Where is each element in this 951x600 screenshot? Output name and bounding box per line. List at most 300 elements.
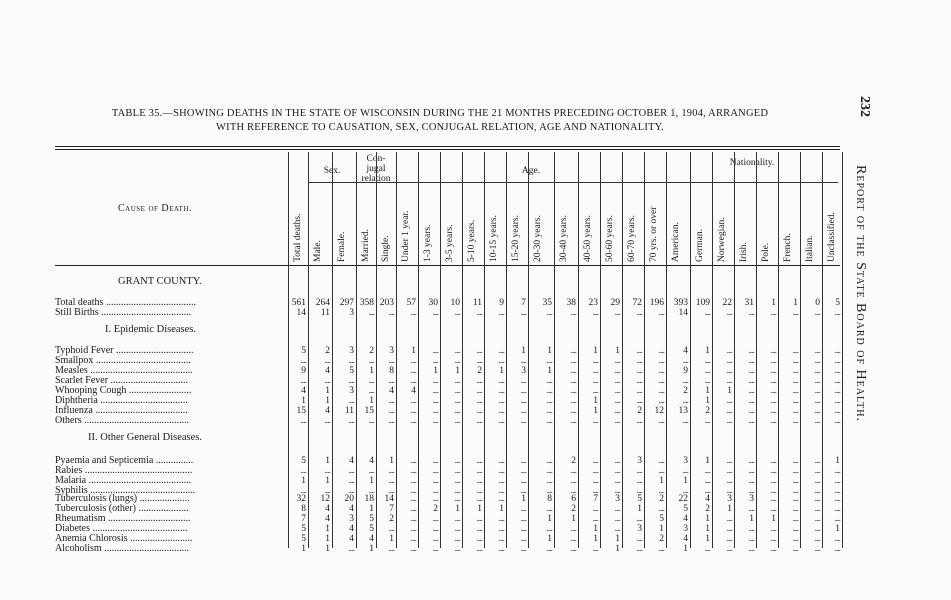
- table-cell: ....: [520, 386, 526, 396]
- table-cell: ....: [770, 456, 776, 466]
- column-header: Norwegian.: [717, 217, 727, 262]
- table-cell: ....: [726, 308, 732, 318]
- table-cell: 4: [349, 524, 354, 534]
- table-cell: ....: [592, 504, 598, 514]
- table-cell: 4: [301, 386, 306, 396]
- table-cell: ....: [592, 416, 598, 426]
- table-cell: ....: [546, 406, 552, 416]
- table-cell: 1: [683, 476, 688, 486]
- table-cell: ....: [614, 524, 620, 534]
- row-label: Rabies ...........................................: [55, 466, 193, 476]
- table-cell: 1: [389, 456, 394, 466]
- table-cell: ....: [546, 504, 552, 514]
- table-cell: ....: [748, 366, 754, 376]
- table-cell: 12: [320, 494, 330, 504]
- table-cell: ....: [520, 514, 526, 524]
- table-cell: 38: [566, 298, 576, 308]
- table-cell: ....: [770, 416, 776, 426]
- table-cell: ....: [726, 396, 732, 406]
- table-cell: 3: [349, 308, 354, 318]
- table-cell: ....: [454, 534, 460, 544]
- table-cell: ....: [614, 416, 620, 426]
- table-cell: ....: [498, 494, 504, 504]
- table-cell: 5: [349, 366, 354, 376]
- table-cell: ....: [748, 524, 754, 534]
- table-cell: ....: [348, 476, 354, 486]
- table-cell: ....: [726, 476, 732, 486]
- county-heading: GRANT COUNTY.: [118, 276, 202, 287]
- table-cell: ....: [726, 486, 732, 496]
- table-cell: 1: [659, 476, 664, 486]
- table-cell: ....: [748, 346, 754, 356]
- table-cell: 57: [406, 298, 416, 308]
- table-cell: ....: [454, 494, 460, 504]
- table-cell: 1: [369, 544, 374, 554]
- table-cell: ....: [432, 456, 438, 466]
- table-cell: ....: [570, 346, 576, 356]
- table-cell: 31: [744, 298, 754, 308]
- table-cell: 1: [615, 346, 620, 356]
- table-cell: ....: [814, 406, 820, 416]
- table-cell: ....: [748, 356, 754, 366]
- table-cell: ....: [498, 486, 504, 496]
- table-cell: ....: [324, 356, 330, 366]
- table-cell: ....: [410, 416, 416, 426]
- running-head: Report of the State Board of Health.: [853, 165, 868, 422]
- table-cell: 4: [325, 504, 330, 514]
- table-title: [40, 107, 840, 135]
- table-cell: 13: [678, 406, 688, 416]
- table-cell: 1: [547, 366, 552, 376]
- table-cell: ....: [410, 514, 416, 524]
- table-cell: ....: [454, 386, 460, 396]
- table-cell: 1: [325, 476, 330, 486]
- table-cell: 9: [301, 366, 306, 376]
- table-cell: ....: [454, 396, 460, 406]
- table-cell: ....: [748, 406, 754, 416]
- row-label: Syphilis ..........................................: [55, 486, 196, 496]
- table-cell: ....: [410, 534, 416, 544]
- column-header: German.: [695, 229, 705, 262]
- table-cell: ....: [388, 466, 394, 476]
- table-cell: ....: [592, 544, 598, 554]
- table-cell: 1: [705, 524, 710, 534]
- row-label: Total deaths ....................................: [55, 298, 196, 308]
- table-cell: ....: [592, 486, 598, 496]
- row-label: Scarlet Fever ...............................: [55, 376, 189, 386]
- table-cell: 5: [835, 298, 840, 308]
- table-cell: ....: [792, 466, 798, 476]
- table-cell: ....: [410, 406, 416, 416]
- table-cell: ....: [546, 376, 552, 386]
- table-cell: ....: [770, 476, 776, 486]
- table-cell: 8: [301, 504, 306, 514]
- table-cell: 5: [301, 456, 306, 466]
- table-cell: ....: [348, 376, 354, 386]
- table-cell: ....: [546, 456, 552, 466]
- table-cell: ....: [476, 308, 482, 318]
- table-cell: 1: [705, 346, 710, 356]
- table-cell: ....: [592, 308, 598, 318]
- table-cell: ....: [592, 386, 598, 396]
- table-cell: ....: [834, 476, 840, 486]
- table-cell: 7: [389, 504, 394, 514]
- table-cell: ....: [520, 456, 526, 466]
- table-cell: ....: [748, 456, 754, 466]
- table-cell: ....: [726, 534, 732, 544]
- table-cell: ....: [792, 456, 798, 466]
- table-cell: 10: [450, 298, 460, 308]
- table-cell: 2: [571, 456, 576, 466]
- table-cell: ....: [300, 416, 306, 426]
- table-cell: ....: [704, 356, 710, 366]
- table-cell: ....: [682, 376, 688, 386]
- table-cell: ....: [410, 494, 416, 504]
- table-cell: 8: [389, 366, 394, 376]
- table-cell: 11: [472, 298, 482, 308]
- table-cell: ....: [770, 486, 776, 496]
- table-cell: ....: [520, 396, 526, 406]
- table-cell: ....: [324, 416, 330, 426]
- table-cell: ....: [770, 396, 776, 406]
- row-label: Alcoholism ..................................: [55, 544, 190, 554]
- table-cell: 5: [301, 346, 306, 356]
- table-cell: ....: [636, 346, 642, 356]
- table-cell: ....: [636, 356, 642, 366]
- table-cell: 3: [683, 456, 688, 466]
- table-cell: ....: [498, 308, 504, 318]
- table-cell: 3: [349, 514, 354, 524]
- table-cell: 1: [455, 504, 460, 514]
- table-cell: 2: [369, 346, 374, 356]
- table-cell: ....: [476, 386, 482, 396]
- table-cell: ....: [348, 544, 354, 554]
- table-cell: 15: [296, 406, 306, 416]
- table-cell: ....: [520, 534, 526, 544]
- table-cell: ....: [726, 466, 732, 476]
- column-header: Pole.: [761, 242, 771, 262]
- row-label: Tuberculosis (lungs) ....................: [55, 494, 190, 504]
- table-cell: 14: [296, 308, 306, 318]
- table-cell: 2: [683, 386, 688, 396]
- table-cell: 3: [683, 524, 688, 534]
- table-cell: 2: [659, 494, 664, 504]
- table-cell: ....: [770, 544, 776, 554]
- row-label: Anemia Chlorosis .........................: [55, 534, 193, 544]
- column-header: 50-60 years.: [605, 215, 615, 262]
- table-cell: ....: [814, 544, 820, 554]
- table-cell: ....: [770, 346, 776, 356]
- table-cell: ....: [726, 544, 732, 554]
- table-cell: ....: [498, 356, 504, 366]
- table-cell: ....: [658, 504, 664, 514]
- table-cell: ....: [546, 544, 552, 554]
- table-cell: ....: [748, 416, 754, 426]
- row-label: Pyaemia and Septicemia ...............: [55, 456, 194, 466]
- table-cell: ....: [748, 376, 754, 386]
- table-cell: 4: [369, 456, 374, 466]
- table-cell: ....: [814, 356, 820, 366]
- table-cell: ....: [636, 376, 642, 386]
- table-cell: ....: [614, 456, 620, 466]
- table-cell: 4: [349, 534, 354, 544]
- table-cell: 1: [325, 544, 330, 554]
- table-cell: ....: [704, 376, 710, 386]
- table-cell: ....: [592, 476, 598, 486]
- table-cell: ....: [770, 524, 776, 534]
- table-cell: 1: [705, 534, 710, 544]
- table-cell: ....: [770, 494, 776, 504]
- table-cell: 1: [477, 504, 482, 514]
- table-cell: ....: [636, 476, 642, 486]
- table-cell: ....: [498, 416, 504, 426]
- table-cell: ....: [834, 416, 840, 426]
- table-cell: ....: [410, 376, 416, 386]
- table-cell: ....: [498, 376, 504, 386]
- table-cell: 358: [359, 298, 374, 308]
- table-cell: ....: [614, 476, 620, 486]
- table-cell: ....: [570, 376, 576, 386]
- table-cell: ....: [410, 524, 416, 534]
- table-cell: 22: [678, 494, 688, 504]
- table-cell: ....: [704, 466, 710, 476]
- table-cell: 1: [835, 524, 840, 534]
- table-cell: 1: [455, 366, 460, 376]
- table-cell: ....: [432, 376, 438, 386]
- column-header: 30-40 years.: [559, 215, 569, 262]
- column-divider: [842, 152, 843, 548]
- table-cell: ....: [748, 466, 754, 476]
- table-cell: 3: [615, 494, 620, 504]
- table-cell: ....: [792, 476, 798, 486]
- table-cell: ....: [454, 486, 460, 496]
- table-cell: ....: [682, 486, 688, 496]
- table-cell: ....: [498, 534, 504, 544]
- table-cell: 1: [325, 456, 330, 466]
- table-cell: 1: [593, 534, 598, 544]
- table-cell: 1: [705, 514, 710, 524]
- table-cell: ....: [704, 416, 710, 426]
- table-cell: ....: [770, 406, 776, 416]
- table-cell: ....: [726, 406, 732, 416]
- column-header: 40-50 years.: [583, 215, 593, 262]
- table-cell: 1: [369, 504, 374, 514]
- table-cell: ....: [388, 396, 394, 406]
- table-cell: ....: [636, 416, 642, 426]
- table-cell: ....: [348, 416, 354, 426]
- table-cell: ....: [388, 476, 394, 486]
- table-cell: ....: [792, 366, 798, 376]
- column-header: 10-15 years.: [489, 215, 499, 262]
- table-cell: ....: [432, 416, 438, 426]
- table-cell: ....: [636, 514, 642, 524]
- table-cell: ....: [636, 466, 642, 476]
- table-cell: ....: [814, 386, 820, 396]
- table-cell: ....: [368, 308, 374, 318]
- table-cell: 1: [637, 504, 642, 514]
- table-cell: ....: [476, 544, 482, 554]
- table-cell: ....: [570, 416, 576, 426]
- column-header: 20-30 years.: [533, 215, 543, 262]
- table-cell: 22: [722, 298, 732, 308]
- table-cell: ....: [388, 356, 394, 366]
- table-cell: ....: [520, 416, 526, 426]
- table-cell: 1: [683, 544, 688, 554]
- table-cell: ....: [520, 376, 526, 386]
- table-cell: ....: [814, 456, 820, 466]
- table-cell: ....: [682, 356, 688, 366]
- table-cell: ....: [454, 544, 460, 554]
- table-cell: ....: [792, 356, 798, 366]
- table-cell: ....: [834, 486, 840, 496]
- table-cell: ....: [570, 366, 576, 376]
- table-cell: ....: [770, 466, 776, 476]
- table-cell: ....: [770, 308, 776, 318]
- table-cell: ....: [570, 406, 576, 416]
- table-cell: ....: [498, 406, 504, 416]
- table-cell: 1: [325, 534, 330, 544]
- table-cell: 5: [369, 514, 374, 524]
- table-cell: ....: [520, 466, 526, 476]
- table-cell: 1: [571, 514, 576, 524]
- table-cell: 2: [477, 366, 482, 376]
- table-cell: ....: [834, 308, 840, 318]
- table-cell: ....: [570, 476, 576, 486]
- table-cell: 4: [349, 456, 354, 466]
- table-cell: ....: [704, 544, 710, 554]
- table-cell: 1: [705, 456, 710, 466]
- table-cell: ....: [636, 366, 642, 376]
- table-cell: 1: [727, 504, 732, 514]
- table-cell: ....: [636, 308, 642, 318]
- column-header: American.: [671, 222, 681, 262]
- table-cell: 1: [411, 346, 416, 356]
- table-cell: ....: [726, 376, 732, 386]
- table-cell: ....: [432, 534, 438, 544]
- table-cell: ....: [410, 356, 416, 366]
- table-cell: 4: [325, 406, 330, 416]
- table-cell: 30: [428, 298, 438, 308]
- table-cell: 1: [521, 494, 526, 504]
- table-cell: ....: [834, 534, 840, 544]
- column-header: Male.: [313, 240, 323, 262]
- table-cell: ....: [546, 386, 552, 396]
- table-cell: 1: [301, 396, 306, 406]
- table-cell: ....: [476, 476, 482, 486]
- table-cell: 5: [301, 534, 306, 544]
- table-cell: ....: [388, 486, 394, 496]
- table-cell: ....: [792, 386, 798, 396]
- table-cell: ....: [476, 406, 482, 416]
- table-cell: ....: [300, 356, 306, 366]
- table-cell: ....: [834, 356, 840, 366]
- table-cell: 1: [325, 396, 330, 406]
- table-cell: ....: [748, 544, 754, 554]
- table-cell: 203: [379, 298, 394, 308]
- column-header: 60-70 years.: [627, 215, 637, 262]
- table-cell: ....: [636, 486, 642, 496]
- column-header: 5-10 years.: [467, 219, 477, 262]
- table-cell: ....: [388, 524, 394, 534]
- column-header: Single.: [381, 235, 391, 262]
- table-cell: ....: [614, 504, 620, 514]
- table-cell: ....: [546, 476, 552, 486]
- table-cell: ....: [726, 366, 732, 376]
- table-cell: 1: [499, 366, 504, 376]
- table-cell: ....: [368, 416, 374, 426]
- row-label: Whooping Cough .........................: [55, 386, 192, 396]
- table-cell: ....: [792, 416, 798, 426]
- table-cell: ....: [614, 406, 620, 416]
- table-cell: ....: [592, 514, 598, 524]
- table-cell: ....: [454, 308, 460, 318]
- row-label: Still Births ....................................: [55, 308, 192, 318]
- table-cell: ....: [498, 476, 504, 486]
- table-cell: 1: [521, 346, 526, 356]
- table-cell: 3: [521, 366, 526, 376]
- table-cell: 4: [683, 346, 688, 356]
- table-cell: ....: [498, 524, 504, 534]
- table-cell: 2: [637, 406, 642, 416]
- table-cell: 72: [632, 298, 642, 308]
- table-cell: 196: [649, 298, 664, 308]
- table-cell: 1: [547, 346, 552, 356]
- table-cell: ....: [520, 308, 526, 318]
- table-cell: ....: [388, 416, 394, 426]
- table-cell: ....: [454, 406, 460, 416]
- table-cell: ....: [476, 416, 482, 426]
- table-cell: ....: [410, 504, 416, 514]
- table-cell: 1: [835, 456, 840, 466]
- section-epidemic: I. Epidemic Diseases.: [105, 324, 196, 335]
- subgroup-rule: [308, 182, 396, 183]
- table-cell: ....: [748, 308, 754, 318]
- table-cell: ....: [704, 308, 710, 318]
- table-cell: ....: [792, 308, 798, 318]
- table-cell: ....: [792, 406, 798, 416]
- table-cell: ....: [770, 504, 776, 514]
- table-cell: ....: [658, 466, 664, 476]
- table-cell: ....: [300, 466, 306, 476]
- table-cell: ....: [476, 524, 482, 534]
- table-cell: ....: [546, 356, 552, 366]
- table-cell: ....: [658, 366, 664, 376]
- table-cell: 3: [349, 386, 354, 396]
- table-cell: ....: [498, 466, 504, 476]
- table-cell: ....: [792, 494, 798, 504]
- table-cell: ....: [834, 406, 840, 416]
- table-cell: ....: [792, 534, 798, 544]
- table-cell: ....: [498, 386, 504, 396]
- table-cell: ....: [704, 486, 710, 496]
- table-cell: 3: [637, 456, 642, 466]
- table-cell: ....: [792, 396, 798, 406]
- table-cell: 4: [325, 366, 330, 376]
- column-header: Unclassified.: [827, 212, 837, 262]
- table-cell: ....: [348, 486, 354, 496]
- table-cell: ....: [814, 514, 820, 524]
- table-cell: 7: [521, 298, 526, 308]
- table-cell: 7: [593, 494, 598, 504]
- table-cell: ....: [570, 486, 576, 496]
- table-cell: ....: [476, 346, 482, 356]
- table-cell: ....: [570, 466, 576, 476]
- table-cell: ....: [792, 376, 798, 386]
- table-cell: ....: [834, 504, 840, 514]
- table-cell: 5: [637, 494, 642, 504]
- table-cell: 9: [683, 366, 688, 376]
- table-cell: ....: [658, 346, 664, 356]
